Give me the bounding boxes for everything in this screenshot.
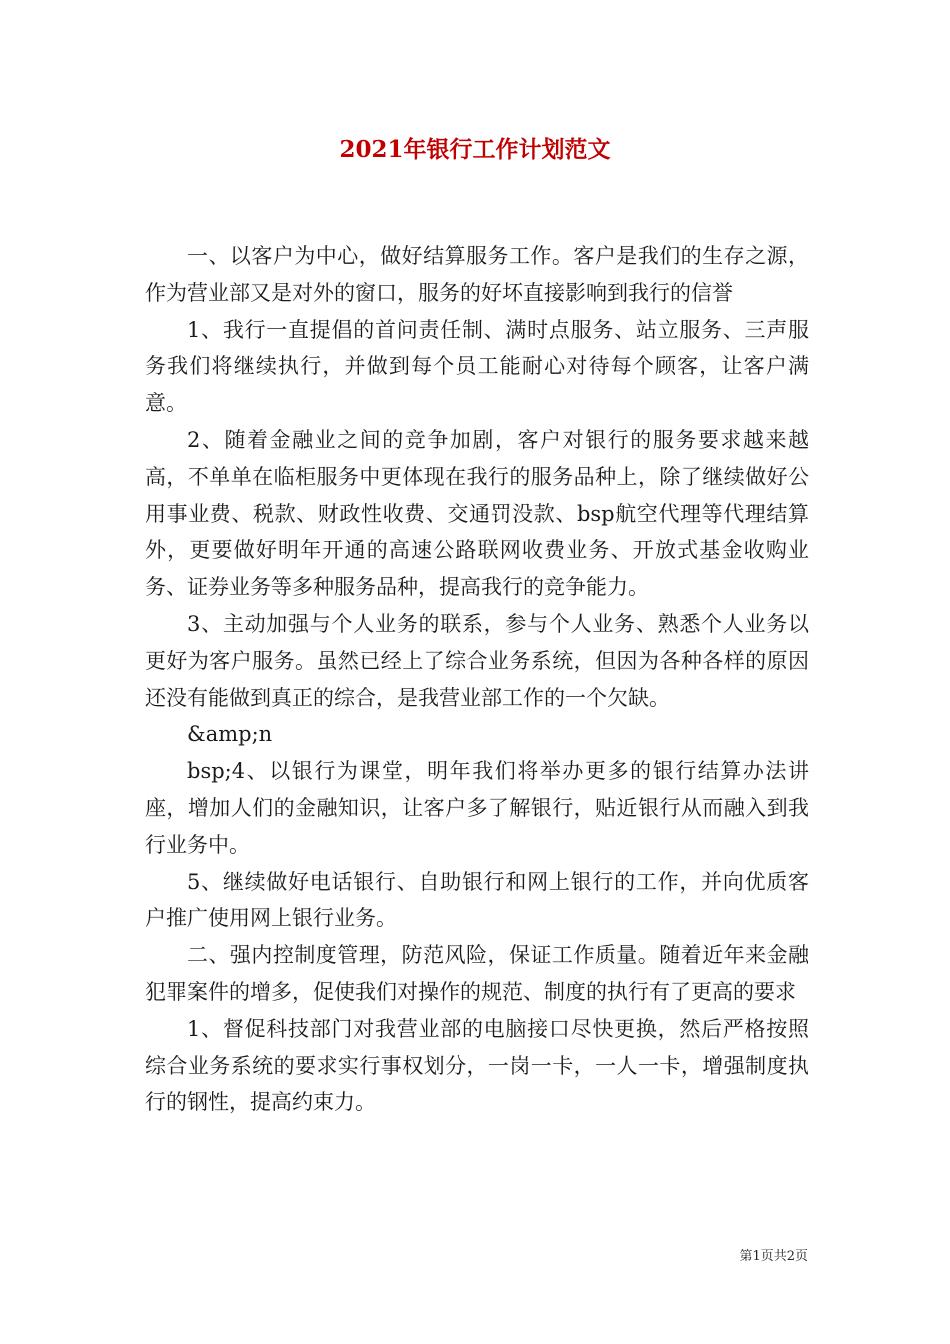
paragraph-section-1-intro: 一、以客户为中心，做好结算服务工作。客户是我们的生存之源，作为营业部又是对外的窗口，服务的好坏直接影响到我行的信誉 [145, 244, 809, 305]
paragraph-entity-fragment: &amp;n [187, 722, 273, 747]
paragraph-item-4: bsp;4、以银行为课堂，明年我们将举办更多的银行结算办法讲座，增加人们的金融知识，让客户多了解银行，贴近银行从而融入到我行业务中。 [145, 759, 809, 857]
paragraph-item-5: 5、继续做好电话银行、自助银行和网上银行的工作，并向优质客户推广使用网上银行业务。 [145, 869, 809, 931]
paragraph-item-3: 3、主动加强与个人业务的联系，参与个人业务、熟悉个人业务以更好为客户服务。虽然已经上了综合业务系统，但因为各种各样的原因还没有能做到真正的综合，是我营业部工作的一个欠缺。 [145, 611, 809, 710]
document-body [145, 238, 809, 1121]
paragraph-section-2-intro: 二、强内控制度管理，防范风险，保证工作质量。随着近年来金融犯罪案件的增多，促使我们对操作的规范、制度的执行有了更高的要求 [145, 943, 809, 1004]
paragraph-item-2: 2、随着金融业之间的竞争加剧，客户对银行的服务要求越来越高，不单单在临柜服务中更体现在我行的服务品种上，除了继续做好公用事业费、税款、财政性收费、交通罚没款、bsp航空代理等代理结算外，更要做好明年开通的高速公路联网收费业务、开放式基金收购业务、证券业务等多种服务品种，提高我行的竞争能力。 [145, 427, 809, 600]
paragraph-section-2-item-1: 1、督促科技部门对我营业部的电脑接口尽快更换，然后严格按照综合业务系统的要求实行事权划分，一岗一卡，一人一卡，增强制度执行的钢性，提高约束力。 [145, 1016, 809, 1115]
paragraph-item-1: 1、我行一直提倡的首问责任制、满时点服务、站立服务、三声服务我们将继续执行，并做到每个员工能耐心对待每个顾客，让客户满意。 [145, 317, 809, 416]
page-indicator: 第1页共2页 [739, 1249, 808, 1264]
document-title: 2021年银行工作计划范文 [339, 136, 611, 163]
